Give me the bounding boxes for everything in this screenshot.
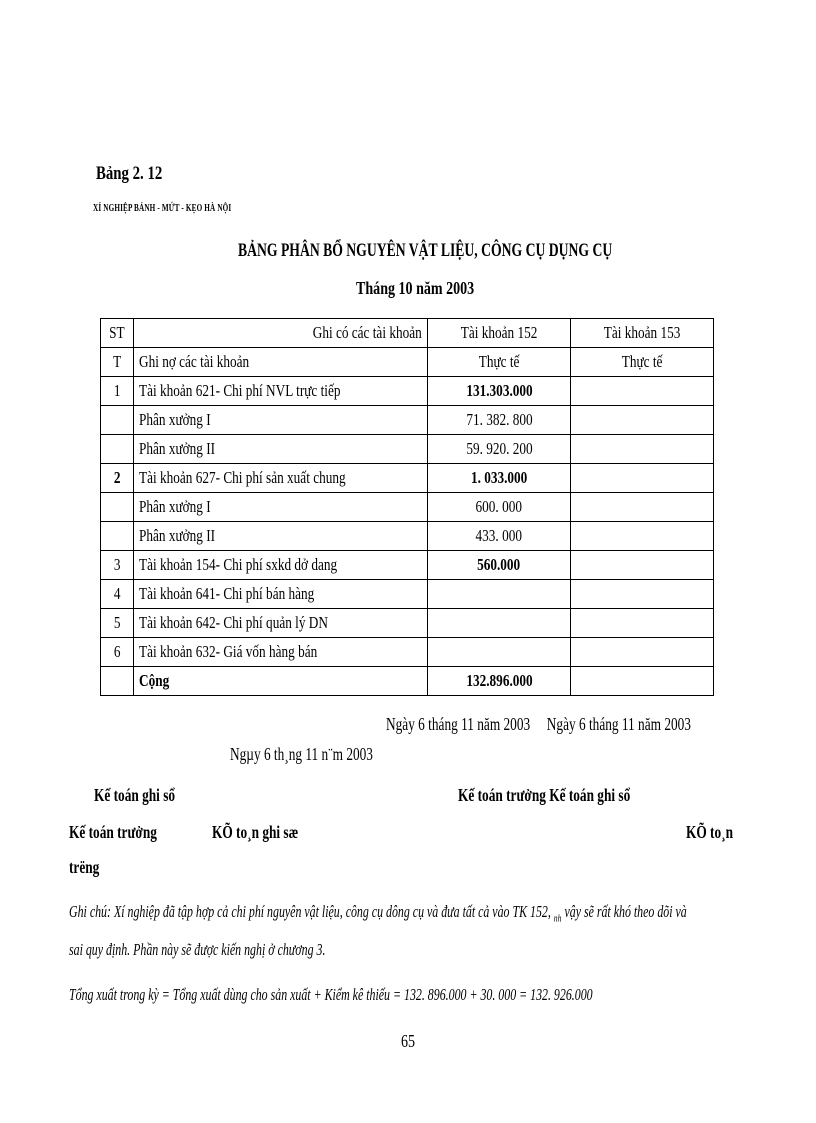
table-row (101, 377, 714, 406)
row-stt (101, 406, 134, 435)
row-account: Phân xưởng I (134, 493, 428, 522)
row-value-152 (428, 638, 571, 667)
row-value-153 (571, 522, 714, 551)
document-subtitle: Tháng 10 năm 2003 (356, 278, 475, 298)
col-153-subheader: Thực tế (571, 348, 714, 377)
col-152-header: Tài khoản 152 (428, 319, 571, 348)
row-value-152: 59. 920. 200 (428, 435, 571, 464)
signature-garbled-line3: trëng (69, 857, 100, 877)
row-stt (101, 522, 134, 551)
table-row (101, 522, 714, 551)
row-stt: 3 (101, 551, 134, 580)
table-row (101, 580, 714, 609)
table-header-row-2 (101, 348, 714, 377)
row-stt: 5 (101, 609, 134, 638)
stt-header-top: ST (101, 319, 134, 348)
row-value-153 (571, 435, 714, 464)
col-153-header: Tài khoản 153 (571, 319, 714, 348)
table-row (101, 609, 714, 638)
row-stt: 2 (101, 464, 134, 493)
row-value-153 (571, 580, 714, 609)
signature-garbled-mid: KÕ to¸n ghi sæ (212, 822, 299, 842)
table-row (101, 406, 714, 435)
row-stt (101, 667, 134, 696)
row-value-153 (571, 609, 714, 638)
table-header-row-1 (101, 319, 714, 348)
row-account: Phân xưởng II (134, 435, 428, 464)
row-account: Phân xưởng I (134, 406, 428, 435)
note-text-1: Xí nghiệp đã tập hợp cả chi phí nguyên vật liệu, công cụ dông cụ và đưa tất cả vào TK 152, (110, 902, 554, 921)
row-value-152: 433. 000 (428, 522, 571, 551)
row-value-152: 131.303.000 (428, 377, 571, 406)
signature-chief-accountant-left: Kế toán trưởng (69, 822, 157, 842)
note-line-2: sai quy định. Phần này sẽ được kiến nghị ở chương 3. (69, 940, 326, 959)
row-account: Tài khoản 154- Chi phí sxkd dở dang (134, 551, 428, 580)
stt-header-bottom: T (101, 348, 134, 377)
signature-garbled-right: KÕ to¸n (686, 822, 734, 842)
row-account: Cộng (134, 667, 428, 696)
row-stt: 4 (101, 580, 134, 609)
row-value-152: 71. 382. 800 (428, 406, 571, 435)
table-total-row (101, 667, 714, 696)
document-title: BẢNG PHÂN BỔ NGUYÊN VẬT LIỆU, CÔNG CỤ DỤNG CỤ (238, 240, 613, 261)
table-row (101, 493, 714, 522)
row-value-153 (571, 638, 714, 667)
row-account: Tài khoản 632- Giá vốn hàng bán (134, 638, 428, 667)
row-account: Tài khoản 641- Chi phí bán hàng (134, 580, 428, 609)
row-stt (101, 435, 134, 464)
row-value-153 (571, 464, 714, 493)
row-value-153 (571, 551, 714, 580)
page-number: 65 (401, 1031, 416, 1051)
debit-header: Ghi nợ các tài khoản (134, 348, 428, 377)
allocation-table (100, 318, 714, 696)
note-text-1-end: vậy sẽ rất khó theo dõi và (561, 902, 687, 921)
row-value-152: 132.896.000 (428, 667, 571, 696)
table-row (101, 551, 714, 580)
table-label: Bảng 2. 12 (96, 163, 163, 184)
note-total-formula: Tổng xuất trong kỳ = Tổng xuất dùng cho sản xuất + Kiểm kê thiếu = 132. 896.000 + 30. 000 = 132. 926.000 (69, 985, 593, 1004)
row-value-153 (571, 493, 714, 522)
signature-date-garbled: Ngµy 6 th¸ng 11 n¨m 2003 (230, 744, 373, 764)
table-row (101, 464, 714, 493)
note-label: Ghi chú: (69, 902, 111, 921)
row-stt: 1 (101, 377, 134, 406)
row-value-152: 600. 000 (428, 493, 571, 522)
row-value-152: 560.000 (428, 551, 571, 580)
organization-name: XÍ NGHIỆP BÁNH - MỨT - KẸO HÀ NỘI (93, 203, 232, 214)
row-value-153 (571, 406, 714, 435)
table-row (101, 638, 714, 667)
row-account: Tài khoản 627- Chi phí sản xuất chung (134, 464, 428, 493)
row-value-153 (571, 377, 714, 406)
credit-header: Ghi có các tài khoản (134, 319, 428, 348)
signature-bookkeeper-left: Kế toán ghi sổ (94, 785, 176, 805)
row-value-152 (428, 609, 571, 638)
row-account: Tài khoản 621- Chi phí NVL trực tiếp (134, 377, 428, 406)
note-subscript: nh (553, 912, 562, 925)
note-line-1 (69, 902, 816, 924)
signature-chief-bookkeeper-right: Kế toán trưởng Kế toán ghi sổ (458, 785, 631, 805)
row-value-153 (571, 667, 714, 696)
table-row (101, 435, 714, 464)
row-account: Tài khoản 642- Chi phí quản lý DN (134, 609, 428, 638)
row-value-152: 1. 033.000 (428, 464, 571, 493)
row-stt (101, 493, 134, 522)
row-value-152 (428, 580, 571, 609)
signature-date-line: Ngày 6 tháng 11 năm 2003 Ngày 6 tháng 11 năm 2003 (386, 714, 691, 734)
row-account: Phân xưởng II (134, 522, 428, 551)
col-152-subheader: Thực tế (428, 348, 571, 377)
row-stt: 6 (101, 638, 134, 667)
